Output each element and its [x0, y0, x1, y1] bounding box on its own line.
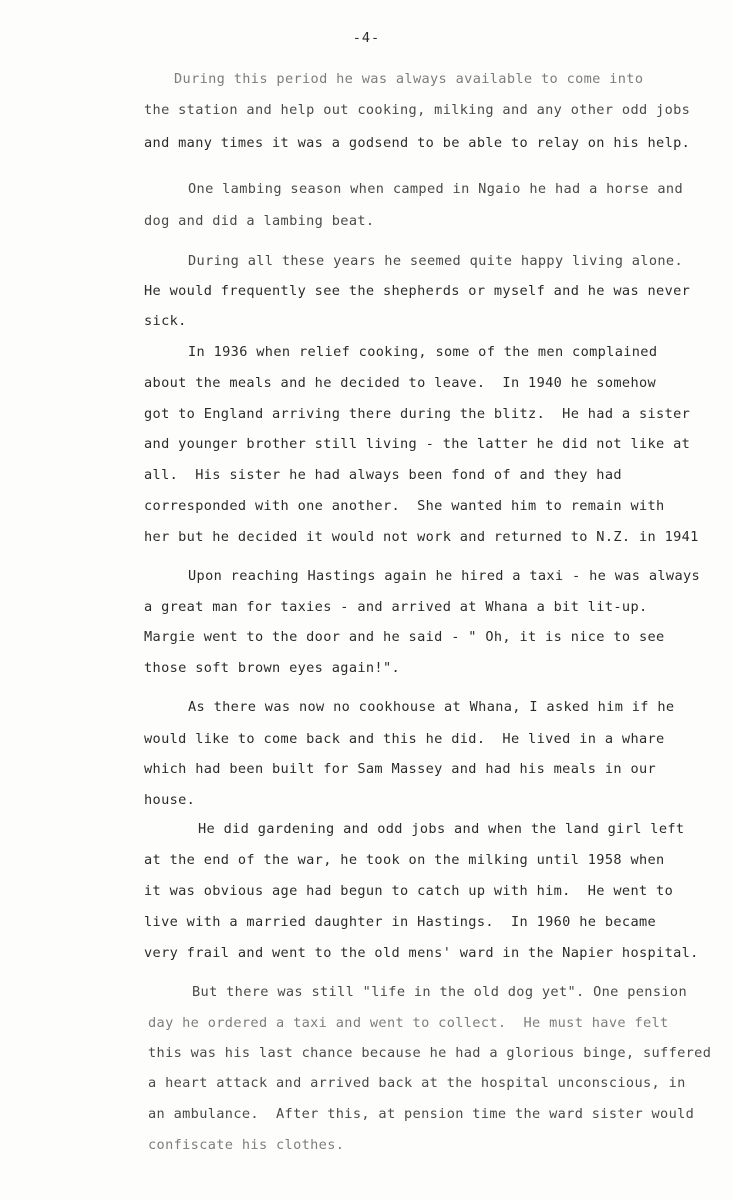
- text-line: Margie went to the door and he said - " Oh, it is nice to see: [144, 629, 665, 645]
- text-line: which had been built for Sam Massey and had his meals in our: [144, 761, 657, 777]
- text-line: He would frequently see the shepherds or myself and he was never: [144, 283, 691, 299]
- text-line: live with a married daughter in Hastings. In 1960 he became: [144, 914, 657, 930]
- text-line: corresponded with one another. She wanted him to remain with: [144, 498, 665, 514]
- text-line: Upon reaching Hastings again he hired a taxi - he was always: [188, 568, 701, 584]
- text-line: those soft brown eyes again!".: [144, 660, 401, 676]
- text-line: During this period he was always available to come into: [174, 71, 644, 87]
- text-line: the station and help out cooking, milking and any other odd jobs: [144, 102, 691, 118]
- text-line: During all these years he seemed quite happy living alone.: [188, 253, 683, 269]
- text-line: day he ordered a taxi and went to collect. He must have felt: [148, 1015, 669, 1031]
- text-line: confiscate his clothes.: [148, 1137, 345, 1153]
- text-line: got to England arriving there during the blitz. He had a sister: [144, 406, 691, 422]
- text-line: a great man for taxies - and arrived at Whana a bit lit-up.: [144, 599, 648, 615]
- page-number: -4-: [352, 30, 381, 46]
- text-line: all. His sister he had always been fond of and they had: [144, 467, 622, 483]
- text-line: house.: [144, 792, 196, 808]
- text-line: about the meals and he decided to leave. In 1940 he somehow: [144, 375, 657, 391]
- text-line: As there was now no cookhouse at Whana, I asked him if he: [188, 699, 675, 715]
- text-line: it was obvious age had begun to catch up with him. He went to: [144, 883, 674, 899]
- text-line: this was his last chance because he had a glorious binge, suffered: [148, 1045, 712, 1061]
- text-line: In 1936 when relief cooking, some of the men complained: [188, 344, 658, 360]
- text-line: would like to come back and this he did. He lived in a whare: [144, 731, 665, 747]
- text-line: her but he decided it would not work and returned to N.Z. in 1941: [144, 529, 699, 545]
- text-line: He did gardening and odd jobs and when the land girl left: [198, 821, 685, 837]
- text-line: a heart attack and arrived back at the hospital unconscious, in: [148, 1075, 686, 1091]
- text-line: dog and did a lambing beat.: [144, 213, 375, 229]
- text-line: sick.: [144, 313, 187, 329]
- text-line: and younger brother still living - the latter he did not like at: [144, 436, 691, 452]
- text-line: One lambing season when camped in Ngaio he had a horse and: [188, 181, 683, 197]
- text-line: But there was still "life in the old dog yet". One pension: [192, 984, 687, 1000]
- text-line: and many times it was a godsend to be able to relay on his help.: [144, 135, 691, 151]
- text-line: very frail and went to the old mens' ward in the Napier hospital.: [144, 945, 699, 961]
- text-line: at the end of the war, he took on the milking until 1958 when: [144, 852, 665, 868]
- text-line: an ambulance. After this, at pension time the ward sister would: [148, 1106, 695, 1122]
